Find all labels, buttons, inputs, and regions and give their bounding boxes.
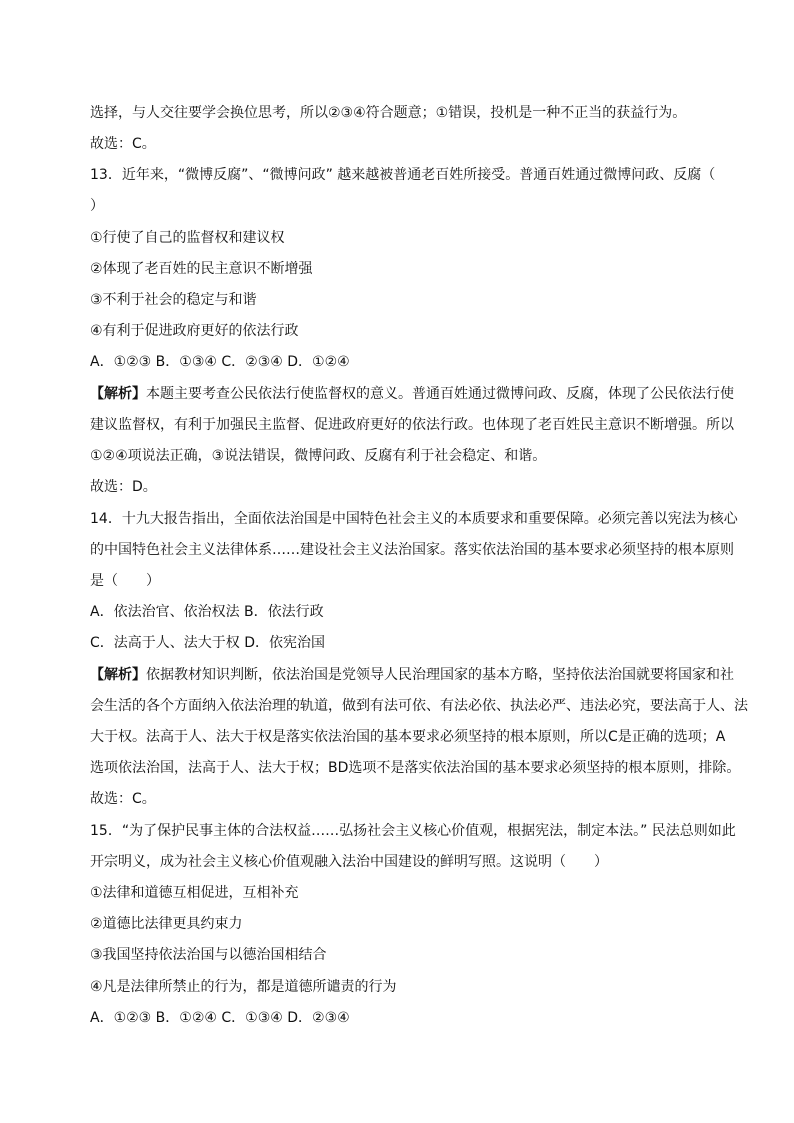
option-item: ②体现了老百姓的民主意识不断增强 [90,261,313,277]
question-13-stem: 13．近年来，“微博反腐”、“微博问政” 越来越被普通老百姓所接受。普通百姓通过微博问政、反腐（ [90,167,716,183]
option-item: ①法律和道德互相促进，互相补充 [90,885,299,901]
analysis-line: 会生活的各个方面纳入依法治理的轨道，做到有法可依、有法必依、执法必严、违法必究，要法高于人、法 [90,698,748,714]
analysis-label: 【解析】 [90,386,146,402]
option-item: ①行使了自己的监督权和建议权 [90,230,285,246]
answer-choices: A．①②③ B．①③④ C．②③④ D．①②④ [90,354,350,370]
text-line: 选择，与人交往要学会换位思考，所以②③④符合题意；①错误，投机是一种不正当的获益行为。 [90,105,687,121]
analysis-line: 选项依法治国，法高于人、法大于权；BD选项不是落实依法治国的基本要求必须坚持的根本原则，排除。 [90,760,741,776]
question-15-stem-cont: 开宗明义，成为社会主义核心价值观融入法治中国建设的鲜明写照。这说明（ ） [90,854,608,870]
analysis-line: 建议监督权，有利于加强民主监督、促进政府更好的依法行政。也体现了老百姓民主意识不断增强。所以 [90,417,734,433]
analysis-line: 【解析】依据教材知识判断，依法治国是党领导人民治理国家的基本方略，坚持依法治国就要将国家和社 [90,667,734,683]
question-14-stem: 14．十九大报告指出，全面依法治国是中国特色社会主义的本质要求和重要保障。必须完善以宪法为核心 [90,511,738,527]
question-14-stem-cont: 是（ ） [90,573,160,589]
option-item: ③不利于社会的稳定与和谐 [90,292,257,308]
analysis-line: 【解析】本题主要考查公民依法行使监督权的意义。普通百姓通过微博问政、反腐，体现了公民依法行使 [90,386,734,402]
option-item: ③我国坚持依法治国与以德治国相结合 [90,947,327,963]
answer-choices: C．法高于人、法大于权 D．依宪治国 [90,635,326,651]
question-14-stem-cont: 的中国特色社会主义法律体系……建设社会主义法治国家。落实依法治国的基本要求必须坚持的根本原则 [90,542,734,558]
question-13-stem-cont: ） [90,198,104,214]
option-item: ④凡是法律所禁止的行为，都是道德所谴责的行为 [90,979,397,995]
analysis-line: ①②④项说法正确，③说法错误，微博问政、反腐有利于社会稳定、和谐。 [90,448,547,464]
answer-line: 故选：C。 [90,791,156,807]
analysis-line: 大于权。法高于人、法大于权是落实依法治国的基本要求必须坚持的根本原则，所以C是正确的选项；A [90,729,726,745]
text-line: 故选：C。 [90,136,156,152]
analysis-label: 【解析】 [90,667,146,683]
answer-choices: A．①②③ B．①②④ C．①③④ D．②③④ [90,1010,350,1026]
option-item: ②道德比法律更具约束力 [90,916,243,932]
question-15-stem: 15．“为了保护民事主体的合法权益……弘扬社会主义核心价值观，根据宪法，制定本法。” 民法总则如此 [90,823,736,839]
option-item: ④有利于促进政府更好的依法行政 [90,323,299,339]
answer-choices: A．依法治官、依治权法 B．依法行政 [90,604,324,620]
answer-line: 故选：D。 [90,479,157,495]
